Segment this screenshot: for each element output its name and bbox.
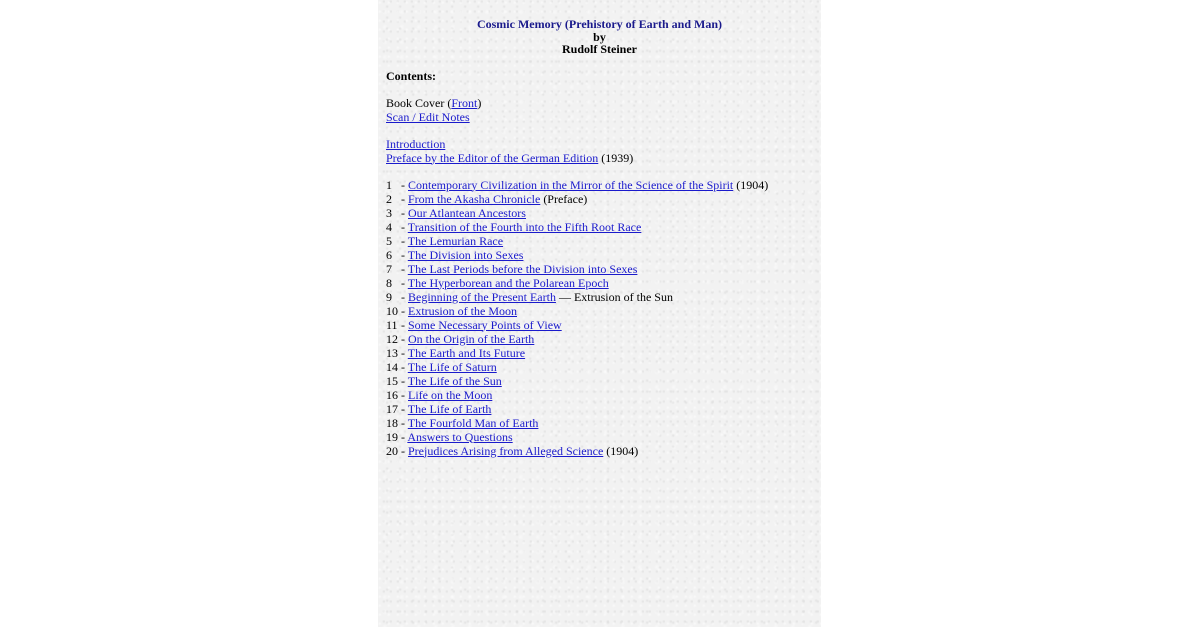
preface-link[interactable]: Preface by the Editor of the German Edition — [386, 150, 599, 165]
chapter-link[interactable]: The Life of Saturn — [407, 359, 497, 374]
chapter-link[interactable]: Some Necessary Points of View — [408, 317, 562, 332]
chapter-number: 20 — [386, 443, 398, 458]
chapter-link[interactable]: Life on the Moon — [408, 387, 493, 402]
chapter-separator: - — [398, 261, 408, 276]
chapter-link[interactable]: Our Atlantean Ancestors — [408, 205, 526, 220]
chapter-separator: - — [398, 345, 408, 360]
chapter-item — [386, 192, 821, 206]
chapter-separator: - — [398, 177, 408, 192]
chapter-link[interactable]: Transition of the Fourth into the Fifth Root Race — [407, 219, 642, 234]
chapter-item — [386, 332, 821, 346]
chapter-link[interactable]: Extrusion of the Moon — [408, 303, 517, 318]
preface-year: (1939) — [598, 150, 634, 165]
chapter-number: 12 — [386, 331, 398, 346]
chapter-link[interactable]: Beginning of the Present Earth — [408, 289, 556, 304]
chapter-separator: - — [398, 191, 408, 206]
chapter-number: 17 — [386, 401, 398, 416]
book-title: Cosmic Memory (Prehistory of Earth and Man) — [476, 17, 723, 31]
chapter-link[interactable]: Answers to Questions — [407, 429, 513, 444]
chapter-number: 11 — [386, 317, 398, 332]
chapter-item — [386, 178, 821, 192]
author-name: Rudolf Steiner — [562, 42, 637, 56]
chapter-separator: - — [398, 387, 408, 402]
chapter-link[interactable]: The Last Periods before the Division into Sexes — [407, 261, 638, 276]
chapter-number: 10 — [386, 303, 398, 318]
chapter-suffix: (1904) — [603, 443, 639, 458]
chapter-item — [386, 402, 821, 416]
chapter-number: 1 — [386, 177, 392, 192]
chapter-item — [386, 444, 821, 458]
chapter-link[interactable]: The Lemurian Race — [407, 233, 504, 248]
chapter-item — [386, 262, 821, 276]
book-cover-front-link[interactable]: Front — [451, 95, 478, 110]
chapter-separator: - — [398, 415, 408, 430]
chapter-separator: - — [398, 205, 408, 220]
chapter-number: 15 — [386, 373, 398, 388]
chapter-item — [386, 360, 821, 374]
contents-heading: Contents: — [386, 68, 436, 83]
chapter-link[interactable]: On the Origin of the Earth — [408, 331, 535, 346]
chapter-item — [386, 304, 821, 318]
chapter-number: 4 — [386, 219, 392, 234]
chapter-separator: - — [398, 303, 408, 318]
chapter-separator: - — [398, 331, 408, 346]
chapter-number: 2 — [386, 191, 392, 206]
chapter-list — [386, 178, 821, 458]
chapter-item — [386, 206, 821, 220]
chapter-item — [386, 248, 821, 262]
chapter-number: 16 — [386, 387, 398, 402]
chapter-separator: - — [398, 233, 408, 248]
preface-line — [386, 151, 821, 165]
book-cover-prefix: Book Cover ( — [386, 95, 452, 110]
chapter-number: 13 — [386, 345, 398, 360]
chapter-separator: - — [398, 429, 408, 444]
chapter-separator: - — [398, 275, 408, 290]
chapter-link[interactable]: The Life of Earth — [407, 401, 492, 416]
chapter-suffix: (1904) — [733, 177, 769, 192]
chapter-item — [386, 318, 821, 332]
chapter-link[interactable]: The Fourfold Man of Earth — [407, 415, 539, 430]
chapter-suffix: (Preface) — [540, 191, 588, 206]
document-page — [378, 0, 821, 627]
intro-list — [386, 137, 821, 165]
front-matter-list — [386, 96, 821, 124]
chapter-number: 6 — [386, 247, 392, 262]
book-cover-line — [386, 96, 821, 110]
book-cover-suffix: ) — [477, 95, 482, 110]
chapter-separator: - — [398, 289, 408, 304]
chapter-number: 18 — [386, 415, 398, 430]
chapter-separator: - — [398, 373, 408, 388]
chapter-number: 9 — [386, 289, 392, 304]
document-header — [378, 0, 821, 56]
chapter-item — [386, 416, 821, 430]
chapter-link[interactable]: The Life of the Sun — [407, 373, 502, 388]
by-line: by — [593, 29, 606, 44]
chapter-suffix: — Extrusion of the Sun — [555, 289, 673, 304]
chapter-link[interactable]: The Hyperborean and the Polarean Epoch — [407, 275, 609, 290]
chapter-link[interactable]: The Division into Sexes — [407, 247, 524, 262]
chapter-item — [386, 234, 821, 248]
chapter-separator: - — [398, 443, 408, 458]
introduction-line — [386, 137, 821, 151]
chapter-item — [386, 346, 821, 360]
introduction-link[interactable]: Introduction — [386, 136, 446, 151]
chapter-link[interactable]: Prejudices Arising from Alleged Science — [408, 443, 604, 458]
chapter-link[interactable]: The Earth and Its Future — [407, 345, 526, 360]
chapter-number: 14 — [386, 359, 398, 374]
chapter-number: 5 — [386, 233, 392, 248]
chapter-number: 8 — [386, 275, 392, 290]
scan-notes-line — [386, 110, 821, 124]
scan-edit-notes-link[interactable]: Scan / Edit Notes — [386, 109, 470, 124]
chapter-separator: - — [398, 219, 408, 234]
chapter-link[interactable]: From the Akasha Chronicle — [408, 191, 541, 206]
chapter-separator: - — [398, 359, 408, 374]
chapter-number: 19 — [386, 429, 398, 444]
chapter-item — [386, 430, 821, 444]
chapter-separator: - — [398, 247, 408, 262]
chapter-item — [386, 374, 821, 388]
chapter-item — [386, 220, 821, 234]
chapter-separator: - — [398, 401, 408, 416]
chapter-separator: - — [398, 317, 408, 332]
chapter-item — [386, 290, 821, 304]
chapter-number: 3 — [386, 205, 392, 220]
chapter-number: 7 — [386, 261, 392, 276]
chapter-item — [386, 388, 821, 402]
chapter-item — [386, 276, 821, 290]
chapter-link[interactable]: Contemporary Civilization in the Mirror of the Science of the Spirit — [408, 177, 734, 192]
